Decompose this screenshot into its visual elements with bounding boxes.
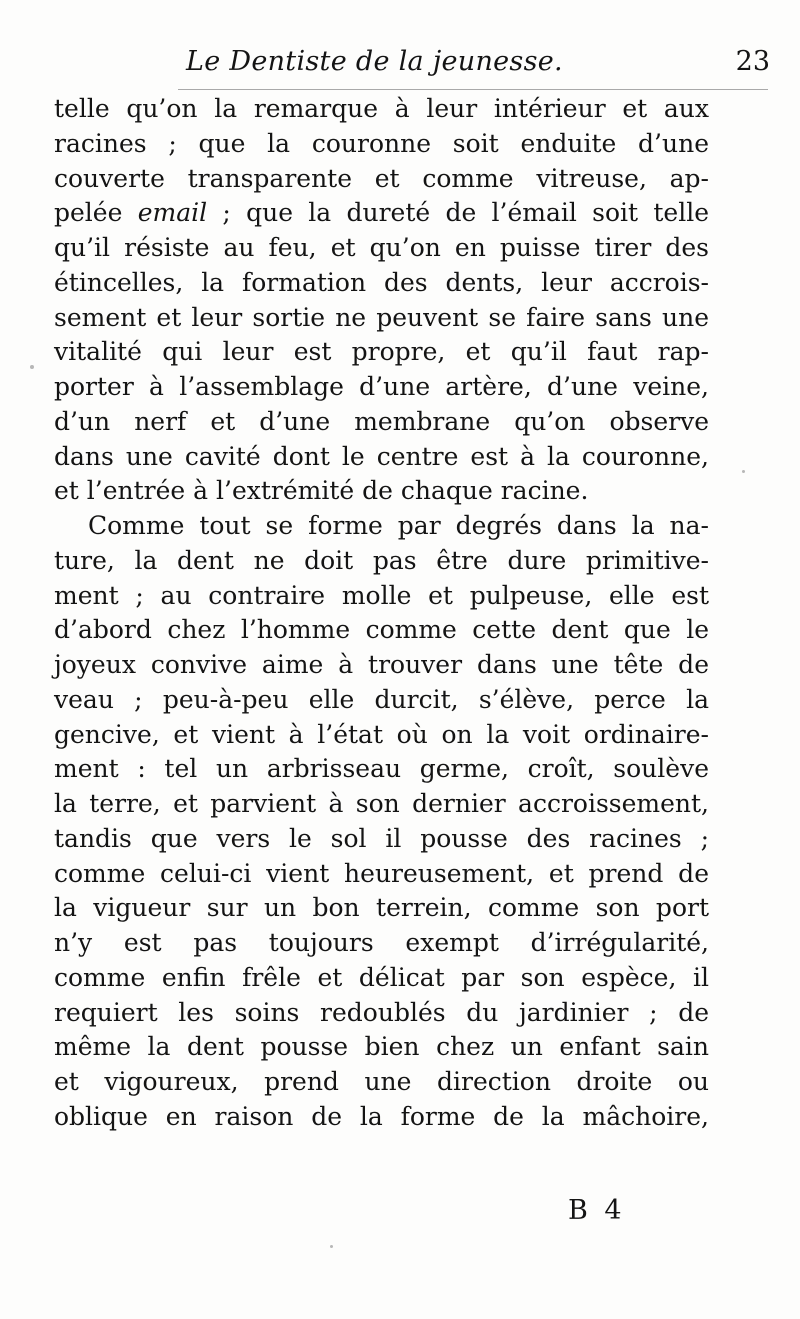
running-title: Le Dentiste de la jeunesse. [186,46,563,77]
text-line: racines ; que la couronne soit enduite d’une [54,128,709,158]
text-line: gencive, et vient à l’état où on la voit ordinaire- [54,719,709,749]
text-line: qu’il résiste au feu, et qu’on en puisse tirer des [54,233,709,262]
paper-speck [742,470,745,473]
paper-speck [330,1245,333,1248]
text-line-with-italic [54,196,709,231]
text-line: telle qu’on la remarque à leur intérieur et aux [54,94,709,123]
text-line: ment ; au contraire molle et pulpeuse, elle est [54,580,709,610]
text-line: comme enfin frêle et délicat par son espèce, il [54,962,709,992]
page-number: 23 [735,46,770,77]
text-line: étincelles, la formation des dents, leur accrois- [54,267,709,297]
italic-term: email [137,198,208,228]
text-fragment: ; que la dureté de l’émail soit telle [207,198,709,228]
text-line: joyeux convive aime à trouver dans une tête de [54,650,709,679]
text-line: ture, la dent ne doit pas être dure primitive- [54,545,709,575]
text-line: la vigueur sur un bon terrein, comme son port [54,893,709,923]
text-line: même la dent pousse bien chez un enfant sain [54,1032,709,1062]
text-line: ment : tel un arbrisseau germe, croît, soulève [54,754,709,784]
text-line: requiert les soins redoublés du jardinier ; de [54,997,709,1027]
text-line: porter à l’assemblage d’une artère, d’une veine, [54,372,709,401]
text-line: oblique en raison de la forme de la mâchoire, [54,1101,709,1131]
header-rule [178,89,768,90]
text-line: d’abord chez l’homme comme cette dent que le [54,615,709,645]
text-fragment: pelée [54,198,123,228]
text-line: et l’entrée à l’extrémité de chaque racine. [54,476,589,506]
body-text [54,92,709,1135]
paper-speck [30,365,34,369]
text-line: et vigoureux, prend une direction droite ou [54,1067,709,1096]
signature-mark: B 4 [568,1195,626,1226]
text-line: tandis que vers le sol il pousse des racines ; [54,823,709,853]
text-line: vitalité qui leur est propre, et qu’il faut rap- [54,337,709,367]
text-line: sement et leur sortie ne peuvent se faire sans une [54,302,709,332]
text-line: couverte transparente et comme vitreuse, ap- [54,163,709,193]
text-line: la terre, et parvient à son dernier accroissement, [54,789,709,818]
text-line: dans une cavité dont le centre est à la couronne, [54,441,709,471]
text-line: comme celui-ci vient heureusement, et prend de [54,858,709,888]
text-line: d’un nerf et d’une membrane qu’on observe [54,406,709,436]
text-line: veau ; peu-à-peu elle durcit, s’élève, perce la [54,684,709,714]
text-line: Comme tout se forme par degrés dans la na- [88,511,709,540]
text-line: n’y est pas toujours exempt d’irrégularité, [54,928,709,957]
